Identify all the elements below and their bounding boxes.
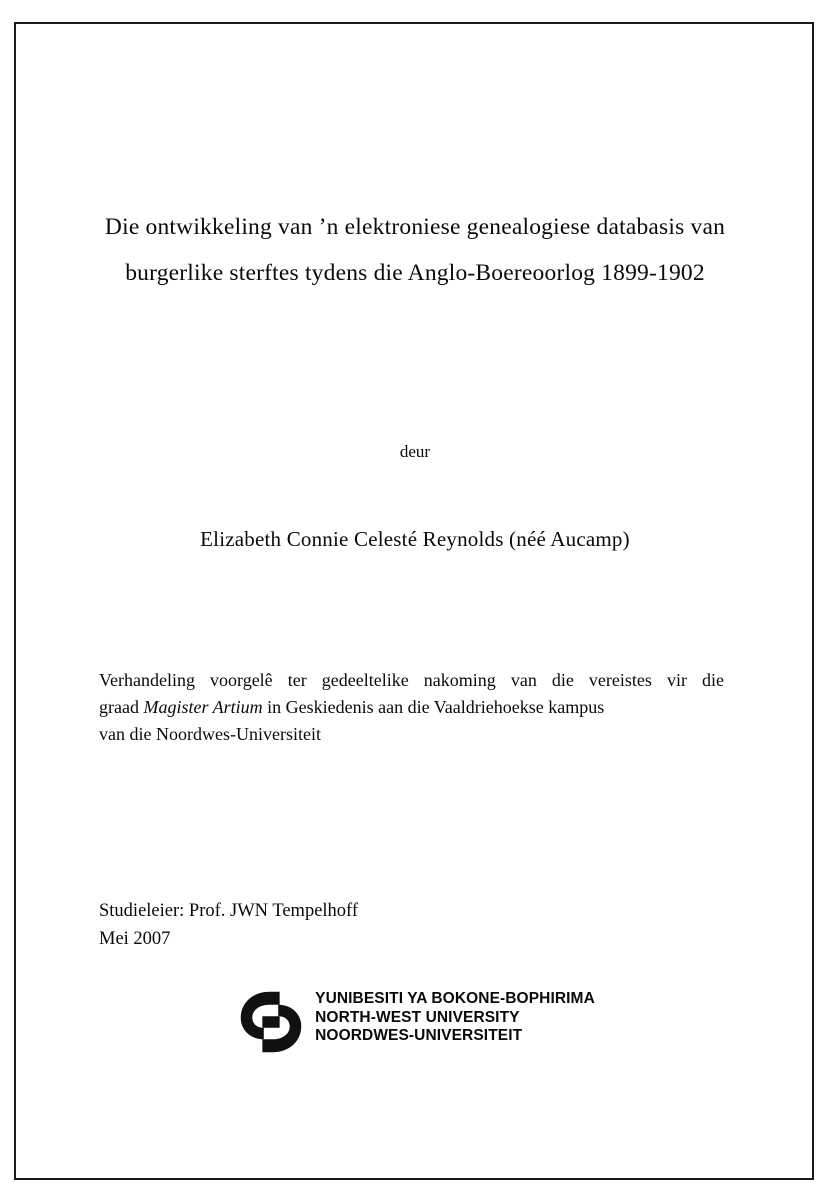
author-name: Elizabeth Connie Celesté Reynolds (néé Aucamp) <box>200 527 630 551</box>
page-content <box>95 22 735 1180</box>
submission-line-3: van die Noordwes-Universiteit <box>99 724 321 744</box>
submission-line-2-after: in Geskiedenis aan die Vaaldriehoekse kampus <box>262 697 605 717</box>
submission-line-2-before: graad <box>99 697 144 717</box>
by-label: deur <box>399 442 431 461</box>
logo-text-line-3: NOORDWES-UNIVERSITEIT <box>315 1027 523 1044</box>
logo-text-line-2: NORTH-WEST UNIVERSITY <box>315 1008 520 1026</box>
supervisor-line: Studieleier: Prof. JWN Tempelhoff <box>99 901 359 921</box>
title-line-1: Die ontwikkeling van ’n elektroniese genealogiese databasis van <box>104 214 726 240</box>
thesis-title <box>95 204 735 296</box>
submission-line-1: Verhandeling voorgelê ter gedeeltelike nakoming van die vereistes vir die <box>99 670 724 690</box>
university-logo-text <box>315 984 595 1046</box>
university-logo <box>95 984 735 1058</box>
submission-statement <box>99 667 724 748</box>
degree-name: Magister Artium <box>143 697 263 717</box>
title-line-2: burgerlike sterftes tydens die Anglo-Boereoorlog 1899-1902 <box>125 260 705 286</box>
logo-text-line-1: YUNIBESITI YA BOKONE-BOPHIRIMA <box>315 990 595 1007</box>
date-line: Mei 2007 <box>99 929 171 949</box>
nwu-logo-icon <box>235 986 307 1058</box>
submission-line-2 <box>99 694 724 721</box>
supervisor-block <box>99 897 599 953</box>
